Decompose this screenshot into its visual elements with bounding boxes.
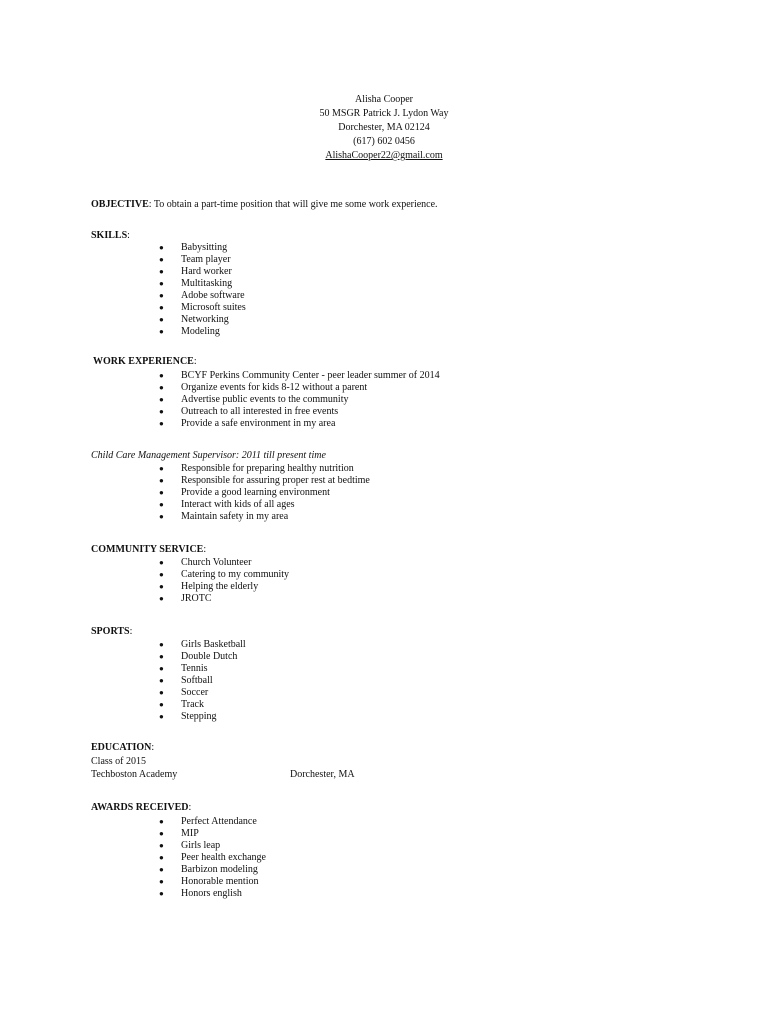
list-item-text: Babysitting [181, 242, 228, 253]
skills-colon: : [127, 230, 130, 241]
bullet-icon: ● [159, 243, 164, 252]
sports-list [0, 639, 246, 723]
bullet-icon: ● [159, 291, 164, 300]
sports-heading: SPORTS [91, 626, 130, 637]
bullet-icon: ● [159, 558, 164, 567]
bullet-icon: ● [159, 889, 164, 898]
list-item-text: Barbizon modeling [181, 864, 258, 875]
list-item [0, 418, 440, 430]
awards-list [0, 816, 266, 900]
bullet-icon: ● [159, 255, 164, 264]
list-item-text: Honorable mention [181, 876, 259, 887]
education-class-of: Class of 2015 [91, 756, 146, 767]
education-location: Dorchester, MA [290, 769, 355, 780]
list-item-text: Girls Basketball [181, 639, 246, 650]
bullet-icon: ● [159, 419, 164, 428]
bullet-icon: ● [159, 853, 164, 862]
list-item-text: Track [181, 699, 204, 710]
list-item-text: Organize events for kids 8-12 without a parent [181, 382, 368, 393]
list-item [0, 475, 370, 487]
community-service-heading-row [91, 544, 206, 555]
bullet-icon: ● [159, 395, 164, 404]
list-item-text: Microsoft suites [181, 302, 246, 313]
bullet-icon: ● [159, 488, 164, 497]
list-item-text: Provide a safe environment in my area [181, 418, 336, 429]
bullet-icon: ● [159, 582, 164, 591]
work-experience-heading: WORK EXPERIENCE [93, 356, 194, 367]
list-item [0, 852, 266, 864]
list-item-text: Multitasking [181, 278, 233, 289]
list-item [0, 581, 289, 593]
list-item-text: Team player [181, 254, 231, 265]
list-item [0, 254, 246, 266]
skills-heading: SKILLS [91, 230, 128, 241]
phone-number: (617) 602 0456 [353, 136, 415, 147]
list-item [0, 406, 440, 418]
bullet-icon: ● [159, 676, 164, 685]
list-item-text: Honors english [181, 888, 242, 899]
bullet-icon: ● [159, 829, 164, 838]
list-item [0, 816, 266, 828]
bullet-icon: ● [159, 664, 164, 673]
bullet-icon: ● [159, 570, 164, 579]
bullet-icon: ● [159, 700, 164, 709]
email-link[interactable]: AlishaCooper22@gmail.com [325, 150, 443, 161]
list-item-text: Peer health exchange [181, 852, 266, 863]
list-item-text: Advertise public events to the community [181, 394, 349, 405]
bullet-icon: ● [159, 652, 164, 661]
education-heading-row [91, 742, 154, 753]
community-service-heading: COMMUNITY SERVICE [91, 544, 204, 555]
list-item-text: Softball [181, 675, 213, 686]
list-item [0, 511, 370, 523]
list-item-text: Girls leap [181, 840, 221, 851]
bullet-icon: ● [159, 688, 164, 697]
list-item-text: Adobe software [181, 290, 245, 301]
bullet-icon: ● [159, 841, 164, 850]
list-item [0, 569, 289, 581]
list-item [0, 687, 246, 699]
list-item-text: BCYF Perkins Community Center - peer leader summer of 2014 [181, 370, 440, 381]
list-item [0, 663, 246, 675]
list-item-text: Perfect Attendance [181, 816, 257, 827]
list-item [0, 557, 289, 569]
list-item-text: Double Dutch [181, 651, 238, 662]
education-heading: EDUCATION [91, 742, 152, 753]
list-item [0, 326, 246, 338]
list-item [0, 828, 266, 840]
list-item-text: Networking [181, 314, 229, 325]
bullet-icon: ● [159, 640, 164, 649]
list-item [0, 499, 370, 511]
list-item [0, 278, 246, 290]
community-service-colon: : [203, 544, 207, 555]
work-experience-list [0, 370, 440, 430]
list-item [0, 266, 246, 278]
bullet-icon: ● [159, 476, 164, 485]
list-item-text: Maintain safety in my area [181, 511, 289, 522]
list-item [0, 711, 246, 723]
list-item [0, 487, 370, 499]
bullet-icon: ● [159, 303, 164, 312]
list-item-text: Outreach to all interested in free events [181, 406, 339, 417]
skills-heading-row [91, 230, 130, 241]
awards-heading-row [91, 802, 191, 813]
skills-list [0, 242, 246, 338]
bullet-icon: ● [159, 371, 164, 380]
list-item-text: Modeling [181, 326, 220, 337]
list-item-text: Stepping [181, 711, 217, 722]
bullet-icon: ● [159, 315, 164, 324]
list-item [0, 290, 246, 302]
list-item-text: Church Volunteer [181, 557, 252, 568]
list-item-text: Tennis [181, 663, 208, 674]
list-item-text: Soccer [181, 687, 209, 698]
list-item [0, 593, 289, 605]
address-line-2: Dorchester, MA 02124 [338, 122, 430, 133]
bullet-icon: ● [159, 865, 164, 874]
work-experience-colon: : [193, 356, 197, 367]
bullet-icon: ● [159, 267, 164, 276]
list-item [0, 840, 266, 852]
bullet-icon: ● [159, 279, 164, 288]
list-item [0, 242, 246, 254]
applicant-name: Alisha Cooper [354, 94, 414, 105]
list-item-text: Responsible for preparing healthy nutrition [181, 463, 354, 474]
list-item-text: Responsible for assuring proper rest at bedtime [181, 475, 370, 486]
bullet-icon: ● [159, 383, 164, 392]
bullet-icon: ● [159, 500, 164, 509]
awards-colon: : [188, 802, 192, 813]
list-item [0, 463, 370, 475]
list-item-text: JROTC [181, 593, 212, 604]
contact-header [0, 93, 768, 163]
objective-section [91, 199, 438, 210]
bullet-icon: ● [159, 512, 164, 521]
list-item [0, 639, 246, 651]
list-item [0, 699, 246, 711]
awards-heading: AWARDS RECEIVED [91, 802, 189, 813]
list-item [0, 888, 266, 900]
bullet-icon: ● [159, 712, 164, 721]
list-item [0, 382, 440, 394]
bullet-icon: ● [159, 327, 164, 336]
childcare-duties-list [0, 463, 370, 523]
address-line-1: 50 MSGR Patrick J. Lydon Way [319, 108, 449, 119]
education-colon: : [151, 742, 155, 753]
bullet-icon: ● [159, 407, 164, 416]
community-service-list [0, 557, 289, 605]
list-item [0, 651, 246, 663]
list-item-text: Helping the elderly [181, 581, 259, 592]
bullet-icon: ● [159, 594, 164, 603]
childcare-subheading: Child Care Management Supervisor: 2011 till present time [91, 450, 326, 461]
sports-heading-row [91, 626, 132, 637]
list-item-text: Provide a good learning environment [181, 487, 330, 498]
list-item [0, 370, 440, 382]
sports-colon: : [129, 626, 133, 637]
list-item-text: MIP [181, 828, 199, 839]
list-item [0, 864, 266, 876]
list-item [0, 314, 246, 326]
list-item-text: Catering to my community [181, 569, 290, 580]
list-item-text: Interact with kids of all ages [181, 499, 295, 510]
objective-heading: OBJECTIVE [91, 199, 149, 210]
education-school: Techboston Academy [91, 769, 178, 780]
list-item-text: Hard worker [181, 266, 232, 277]
work-experience-heading-row [93, 356, 197, 367]
objective-text: : To obtain a part-time position that will give me some work experience. [148, 199, 438, 210]
list-item [0, 876, 266, 888]
list-item [0, 675, 246, 687]
bullet-icon: ● [159, 877, 164, 886]
bullet-icon: ● [159, 464, 164, 473]
list-item [0, 302, 246, 314]
list-item [0, 394, 440, 406]
bullet-icon: ● [159, 817, 164, 826]
